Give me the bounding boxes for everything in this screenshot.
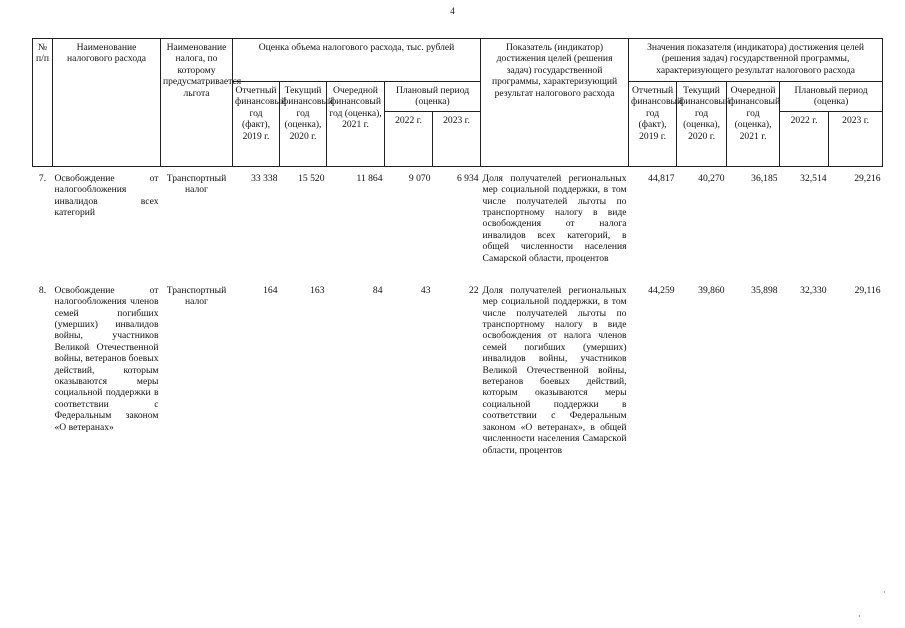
row-val-2021: 35,898 (751, 284, 778, 296)
scan-speck: · (858, 612, 861, 621)
row-num: 8. (38, 284, 47, 296)
row-tax-name: Транспортный налог (166, 172, 227, 196)
row-expense-name: Освобождение от налогообложения членов семей погибших (умерших) инвалидов войны, участников Великой Отечественной войны, ветеранов боевых действий, которым оказываются меры социальной поддержки в соответствии с Федеральным законом «О ветеранах» (54, 284, 159, 433)
row-indicator: Доля получателей региональных мер социальной поддержки, в том числе получателей льготы по транспортному налогу в виде освобождения от налога инвалидов всех категорий, в общей численности населения Самарской области, процентов (482, 172, 627, 264)
tax-expense-table (32, 38, 883, 456)
row-val-2020: 40,270 (698, 172, 725, 184)
row-est-2021: 84 (372, 284, 383, 296)
scan-speck: · (883, 588, 886, 597)
table-row (33, 279, 883, 456)
row-val-2023: 29,116 (854, 284, 881, 296)
header-val-report-year: Отчетный финансовый год (факт), 2019 г. (629, 82, 677, 167)
header-tax-name: Наименование налога, по которому предусматривается льгота (161, 39, 233, 167)
row-est-2020: 15 520 (298, 172, 325, 184)
header-val-2022: 2022 г. (780, 111, 829, 166)
header-val-next-year: Очередной финансовый год (оценка), 2021 г. (727, 82, 780, 167)
row-tax-name: Транспортный налог (166, 284, 227, 308)
row-est-2019: 164 (263, 284, 278, 296)
header-val-current-year: Текущий финансовый год (оценка), 2020 г. (677, 82, 727, 167)
row-val-2021: 36,185 (751, 172, 778, 184)
row-est-2020: 163 (310, 284, 325, 296)
table-row (33, 166, 883, 279)
header-val-plan-period: Плановый период (оценка) (780, 82, 883, 112)
row-est-2023: 6 934 (456, 172, 479, 184)
header-val-2023: 2023 г. (829, 111, 883, 166)
row-num: 7. (38, 172, 47, 184)
row-val-2023: 29,216 (854, 172, 881, 184)
row-val-2019: 44,259 (648, 284, 675, 296)
header-est-next-year: Очередной финансовый год (оценка), 2021 г. (327, 82, 385, 167)
row-val-2022: 32,514 (800, 172, 827, 184)
row-est-2021: 11 864 (356, 172, 383, 184)
header-indicator: Показатель (индикатор) достижения целей (решения задач) государственной программы, характеризующий результат налогового расхода (481, 39, 629, 167)
row-val-2019: 44,817 (648, 172, 675, 184)
header-est-current-year: Текущий финансовый год (оценка), 2020 г. (280, 82, 327, 167)
row-est-2023: 22 (468, 284, 479, 296)
header-est-report-year: Отчетный финансовый год (факт), 2019 г. (233, 82, 280, 167)
row-val-2022: 32,330 (800, 284, 827, 296)
row-indicator: Доля получателей региональных мер социальной поддержки, в том числе получателей льготы по транспортному налогу в виде освобождения от налога членов семей погибших (умерших) инвалидов войны, участников Великой Отечественной войны, ветеранов боевых действий, которым оказываются меры социальной поддержки в соответствии с Федеральным законом «О ветеранах», в общей численности населения Самарской области, процентов (482, 284, 627, 456)
header-estimate-group: Оценка объема налогового расхода, тыс. рублей (233, 39, 481, 82)
page-number: 4 (450, 6, 455, 16)
row-expense-name: Освобождение от налогообложения инвалидов всех категорий (54, 172, 159, 219)
row-est-2022: 43 (420, 284, 431, 296)
header-values-group: Значения показателя (индикатора) достижения целей (решения задач) государственной программы, характеризующего результат налогового расхода (629, 39, 883, 82)
header-est-plan-period: Плановый период (оценка) (385, 82, 481, 112)
header-num: № п/п (33, 39, 53, 167)
row-est-2019: 33 338 (251, 172, 278, 184)
header-est-2022: 2022 г. (385, 111, 433, 166)
row-est-2022: 9 070 (408, 172, 431, 184)
row-val-2020: 39,860 (698, 284, 725, 296)
header-est-2023: 2023 г. (433, 111, 481, 166)
header-expense-name: Наименование налогового расхода (53, 39, 161, 167)
